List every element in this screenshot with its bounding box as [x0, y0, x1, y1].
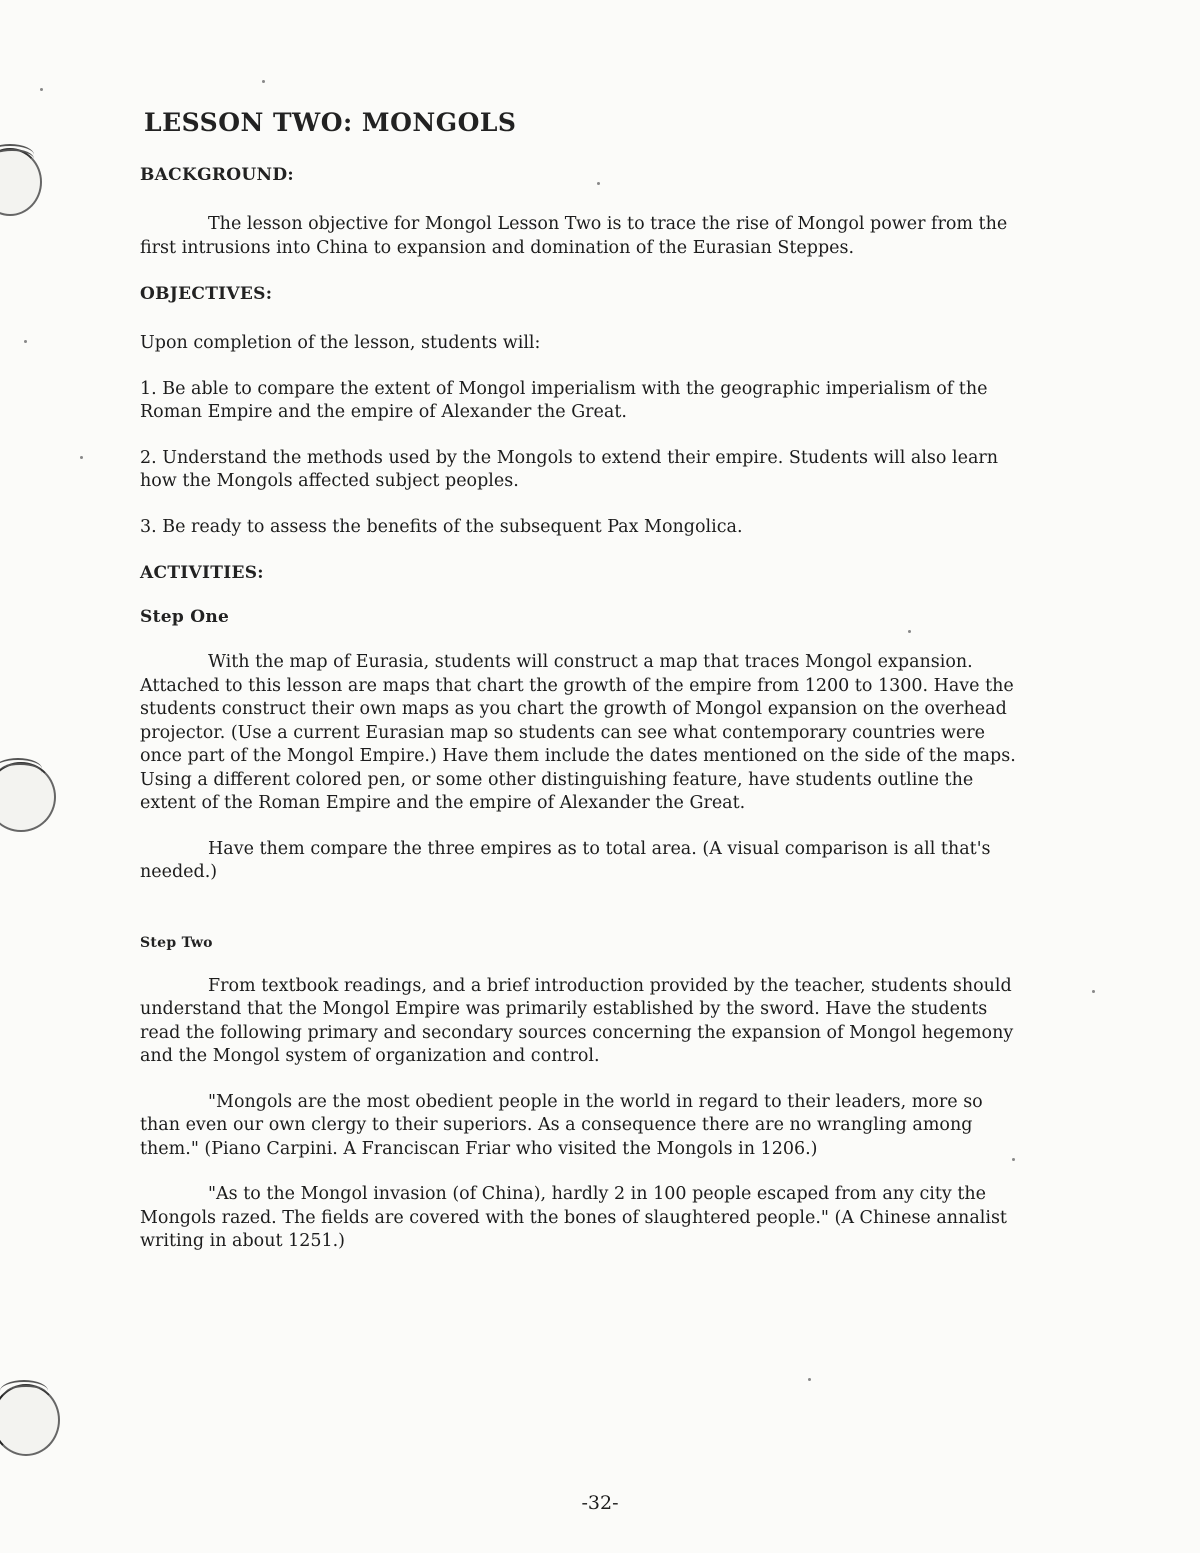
scan-speck	[80, 456, 83, 459]
binder-hole-ring	[0, 149, 34, 169]
objectives-heading: OBJECTIVES:	[140, 284, 273, 304]
background-paragraph: The lesson objective for Mongol Lesson Two is to trace the rise of Mongol power from the first intrusions into China to expansion and domination of the Eurasian Steppes.	[140, 214, 1008, 258]
objectives-intro: Upon completion of the lesson, students will:	[140, 333, 541, 353]
step-two-paragraph: From textbook readings, and a brief introduction provided by the teacher, students should understand that the Mongol Empire was primarily established by the sword. Have the students read the following primary and secondary sources concerning the expansion of Mongol hegemony and the Mongol system of organization and control.	[140, 975, 1014, 1066]
binder-hole-ring	[0, 763, 42, 783]
step-one-paragraph: With the map of Eurasia, students will construct a map that traces Mongol expansion. Attached to this lesson are maps that chart the growth of the empire from 1200 to 1300. Have the students construct their own maps as you chart the growth of Mongol expansion on the overhead projector. (Use a current Eurasian map so students can see what contemporary countries were once part of the Mongol Empire.) Have them include the dates mentioned on the side of the maps. Using a different colored pen, or some other distinguishing feature, have students outline the extent of the Roman Empire and the empire of Alexander the Great.	[140, 652, 1016, 813]
binder-hole	[0, 148, 42, 216]
page-number: -32-	[581, 1492, 619, 1514]
objective-item: 2. Understand the methods used by the Mongols to extend their empire. Students will also learn how the Mongols affected subject peoples.	[140, 447, 999, 491]
scan-speck	[24, 340, 27, 343]
document-body	[140, 100, 1020, 1254]
binder-hole	[0, 762, 56, 832]
quote-chinese-annalist: "As to the Mongol invasion (of China), hardly 2 in 100 people escaped from any city the Mongols razed. The fields are covered with the bones of slaughtered people." (A Chinese annalist writing in about 1251.)	[140, 1184, 1007, 1251]
background-heading: BACKGROUND:	[140, 165, 295, 185]
step-one-heading: Step One	[140, 607, 230, 627]
scan-speck	[808, 1378, 811, 1381]
binder-hole-ring	[4, 1385, 48, 1405]
scan-speck	[262, 80, 265, 83]
objective-item: 1. Be able to compare the extent of Mongol imperialism with the geographic imperialism of the Roman Empire and the empire of Alexander the Great.	[140, 378, 988, 422]
scan-speck	[40, 88, 43, 91]
quote-carpini: "Mongols are the most obedient people in the world in regard to their leaders, more so than even our own clergy to their superiors. As a consequence there are no wrangling among them." (Piano Carpini. A Franciscan Friar who visited the Mongols in 1206.)	[140, 1091, 983, 1159]
step-one-paragraph: Have them compare the three empires as to total area. (A visual comparison is all that's needed.)	[140, 838, 991, 882]
scan-speck	[1092, 990, 1095, 993]
binder-hole	[0, 1384, 60, 1456]
activities-heading: ACTIVITIES:	[140, 563, 264, 583]
objective-item: 3. Be ready to assess the benefits of the subsequent Pax Mongolica.	[140, 516, 743, 537]
step-two-heading: Step Two	[140, 934, 213, 951]
lesson-title: LESSON TWO: MONGOLS	[144, 108, 517, 137]
